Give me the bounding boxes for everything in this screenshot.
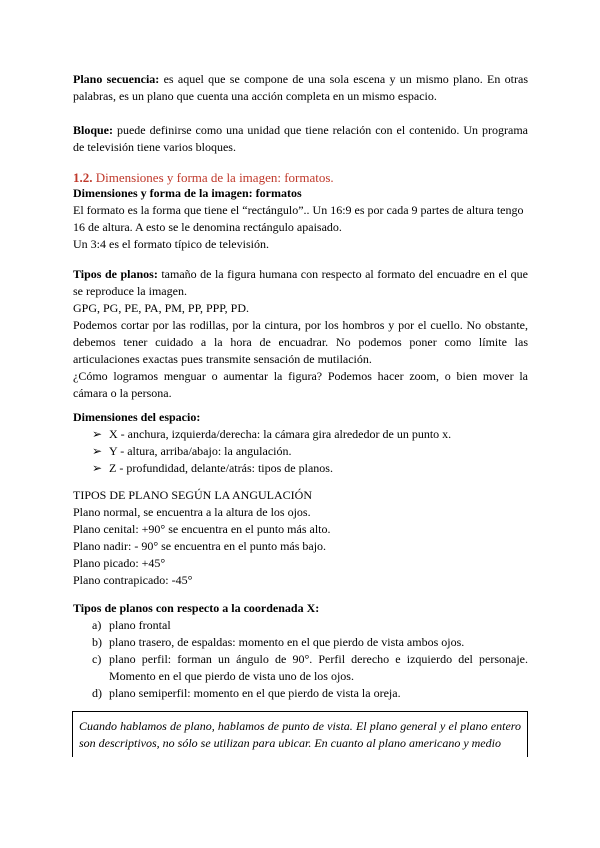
list-item-text: plano frontal: [109, 618, 171, 632]
list-item-text: plano semiperfil: momento en el que pierdo de vista la oreja.: [109, 686, 401, 700]
plano-secuencia-text: es aquel que se compone de una sola escena y un mismo plano. En otras palabras, es un plano que cuenta una acción completa en un mismo espacio.: [73, 72, 528, 103]
tipos-planos-block: [73, 266, 528, 402]
tipos-planos-term: Tipos de planos:: [73, 267, 158, 281]
angulacion-line: Plano nadir: - 90° se encuentra en el punto más bajo.: [73, 539, 327, 553]
angulacion-line: Plano cenital: +90° se encuentra en el punto más alto.: [73, 522, 331, 536]
coordenada-heading: [73, 600, 528, 617]
arrow-bullet-icon: ➢: [92, 427, 103, 441]
plano-secuencia-paragraph: [73, 71, 528, 105]
tipos-planos-para1: Podemos cortar por las rodillas, por la cintura, por los hombros y por el cuello. No obstante, debemos tener cuidado a la hora de encuadrar. No podemos poner como límite las articulaciones exactas pues transmite sensación de mutilación.: [73, 318, 528, 366]
list-item: [92, 685, 528, 702]
formatos-block: [73, 185, 528, 253]
list-marker: b): [92, 635, 102, 649]
bloque-text: puede definirse como una unidad que tiene relación con el contenido. Un programa de televisión tiene varios bloques.: [73, 123, 528, 154]
list-item-text: plano perfil: forman un ángulo de 90°. Perfil derecho e izquierdo del personaje. Momento en el que pierdo de vista uno de los ojos.: [109, 652, 528, 683]
angulacion-line: Plano picado: +45°: [73, 556, 166, 570]
formatos-heading: Dimensiones y forma de la imagen: formatos: [73, 186, 302, 200]
list-item: [92, 426, 451, 443]
tipos-planos-para2: ¿Cómo logramos menguar o aumentar la figura? Podemos hacer zoom, o bien mover la cámara o la persona.: [73, 369, 528, 400]
list-item-text: Y - altura, arriba/abajo: la angulación.: [109, 444, 292, 458]
list-item: [92, 617, 528, 634]
list-item: [92, 460, 451, 477]
note-box: [72, 711, 528, 757]
list-item: [92, 651, 528, 685]
plano-secuencia-term: Plano secuencia:: [73, 72, 160, 86]
section-heading: [73, 169, 528, 186]
bloque-term: Bloque:: [73, 123, 114, 137]
list-marker: d): [92, 686, 102, 700]
dimensiones-espacio-list: [92, 426, 451, 477]
list-item-text: X - anchura, izquierda/derecha: la cámara gira alrededor de un punto x.: [109, 427, 452, 441]
angulacion-heading: TIPOS DE PLANO SEGÚN LA ANGULACIÓN: [73, 488, 313, 502]
formatos-line1: El formato es la forma que tiene el “rectángulo”.. Un 16:9 es por cada 9 partes de altura tengo 16 de altura. A esto se le denomina rectángulo apaisado.: [73, 203, 524, 234]
arrow-bullet-icon: ➢: [92, 444, 103, 458]
section-title: Dimensiones y forma de la imagen: formatos.: [92, 170, 334, 185]
bloque-paragraph: [73, 122, 528, 156]
arrow-bullet-icon: ➢: [92, 461, 103, 475]
tipos-planos-list: GPG, PG, PE, PA, PM, PP, PPP, PD.: [73, 301, 249, 315]
dimensiones-espacio-heading: [73, 409, 528, 426]
section-number: 1.2.: [73, 170, 93, 185]
list-item: [92, 634, 528, 651]
coordenada-title: Tipos de planos con respecto a la coordenada X:: [73, 601, 320, 615]
list-marker: c): [92, 652, 102, 666]
list-item-text: Z - profundidad, delante/atrás: tipos de planos.: [109, 461, 333, 475]
formatos-line2: Un 3:4 es el formato típico de televisión.: [73, 237, 269, 251]
angulacion-line: Plano normal, se encuentra a la altura de los ojos.: [73, 505, 311, 519]
angulacion-block: [73, 487, 528, 589]
list-item-text: plano trasero, de espaldas: momento en el que pierdo de vista ambos ojos.: [109, 635, 465, 649]
dimensiones-espacio-title: Dimensiones del espacio:: [73, 410, 201, 424]
coordenada-list: [92, 617, 528, 702]
list-marker: a): [92, 618, 102, 632]
tipos-planos-text: tamaño de la figura humana con respecto al formato del encuadre en el que se reproduce la imagen.: [73, 267, 529, 298]
list-item: [92, 443, 451, 460]
angulacion-line: Plano contrapicado: -45°: [73, 573, 193, 587]
note-text: Cuando hablamos de plano, hablamos de punto de vista. El plano general y el plano entero son descriptivos, no sólo se utilizan para ubicar. En cuanto al plano americano y medio: [79, 719, 521, 750]
